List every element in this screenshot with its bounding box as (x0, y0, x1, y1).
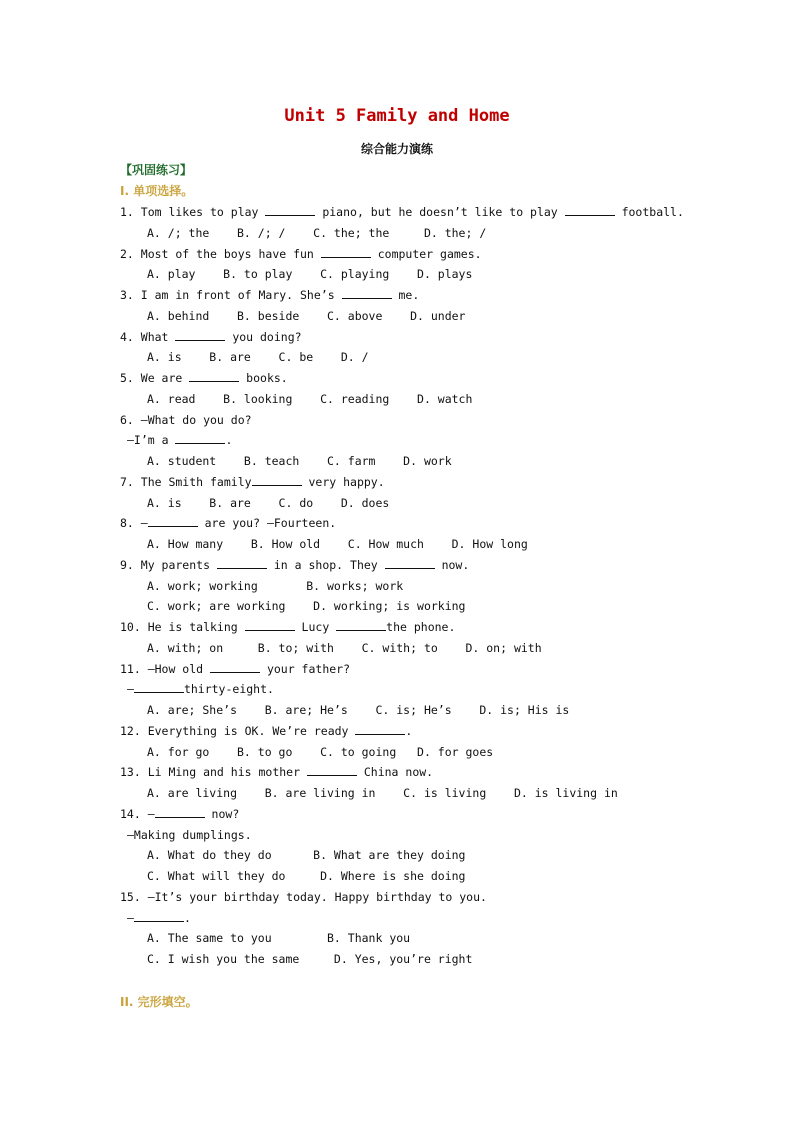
question-11: 11. —How old your father? (120, 661, 351, 676)
question-9-options-row-2: C. work; are working D. working; is working (147, 599, 466, 614)
question-14-options-row-2: C. What will they do D. Where is she doing (147, 869, 466, 883)
question-6-options: A. student B. teach C. farm D. work (147, 454, 452, 468)
question-15: 15. —It’s your birthday today. Happy birthday to you. (120, 889, 487, 904)
answer-blank (134, 909, 184, 922)
answer-blank (336, 618, 386, 631)
question-5-options: A. read B. looking C. reading D. watch (147, 391, 473, 406)
question-10-options: A. with; on B. to; with C. with; to D. on; with (147, 640, 542, 655)
question-15-options-row-1: A. The same to you B. Thank you (147, 931, 411, 946)
question-9-options-row-1: A. work; working B. works; work (147, 578, 404, 593)
question-5: 5. We are books. (120, 371, 288, 385)
answer-blank (155, 805, 205, 818)
question-8-options: A. How many B. How old C. How much D. How long (147, 537, 528, 551)
answer-blank (245, 618, 295, 631)
question-1-options: A. /; the B. /; / C. the; the D. the; / (147, 225, 487, 240)
section-heading-cloze: II. 完形填空。 (120, 995, 198, 1009)
answer-blank (385, 556, 435, 569)
answer-blank (148, 514, 198, 527)
answer-blank (189, 369, 239, 382)
question-14-reply: —Making dumplings. (127, 827, 252, 842)
question-11-reply: — thirty-eight. (127, 682, 274, 697)
question-7-options: A. is B. are C. do D. does (147, 495, 390, 510)
page-title: Unit 5 Family and Home (284, 106, 510, 126)
answer-blank (134, 680, 184, 693)
question-12-options: A. for go B. to go C. to going D. for goes (147, 744, 494, 759)
answer-blank (355, 722, 405, 735)
question-14: 14. — now? (120, 806, 240, 821)
question-6-reply: —I’m a . (127, 433, 233, 448)
question-8: 8. — are you? —Fourteen. (120, 516, 337, 531)
question-3-options: A. behind B. beside C. above D. under (147, 308, 466, 323)
question-4: 4. What you doing? (120, 329, 302, 344)
practice-heading: 【巩固练习】 (120, 163, 193, 177)
question-15-reply: — . (127, 910, 191, 925)
question-13: 13. Li Ming and his mother China now. (120, 765, 434, 780)
answer-blank (321, 245, 371, 258)
question-6: 6. —What do you do? (120, 412, 252, 427)
question-14-options-row-1: A. What do they do B. What are they doing (147, 848, 466, 863)
question-3: 3. I am in front of Mary. She’s me. (120, 288, 420, 302)
page-subtitle: 综合能力演练 (360, 142, 433, 156)
question-1: 1. Tom likes to play piano, but he doesn’t like to play football. (120, 205, 684, 219)
answer-blank (342, 286, 392, 299)
answer-blank (210, 660, 260, 673)
question-15-options-row-2: C. I wish you the same D. Yes, you’re right (147, 952, 473, 966)
question-9: 9. My parents in a shop. They now. (120, 557, 470, 572)
answer-blank (217, 556, 267, 569)
answer-blank (252, 473, 302, 486)
question-13-options: A. are living B. are living in C. is living D. is living in (147, 786, 618, 800)
answer-blank (265, 203, 315, 216)
question-12: 12. Everything is OK. We’re ready . (120, 723, 413, 738)
question-11-options: A. are; She’s B. are; He’s C. is; He’s D. is; His is (147, 703, 570, 717)
question-list (120, 202, 720, 970)
question-4-options: A. is B. are C. be D. / (147, 350, 369, 365)
answer-blank (307, 763, 357, 776)
question-2: 2. Most of the boys have fun computer games. (120, 246, 482, 261)
question-7: 7. The Smith family very happy. (120, 474, 385, 489)
section-heading-single-choice: I. 单项选择。 (120, 184, 194, 198)
question-10: 10. He is talking Lucy the phone. (120, 620, 456, 634)
answer-blank (175, 328, 225, 341)
answer-blank (175, 431, 225, 444)
question-2-options: A. play B. to play C. playing D. plays (147, 267, 473, 282)
answer-blank (565, 203, 615, 216)
